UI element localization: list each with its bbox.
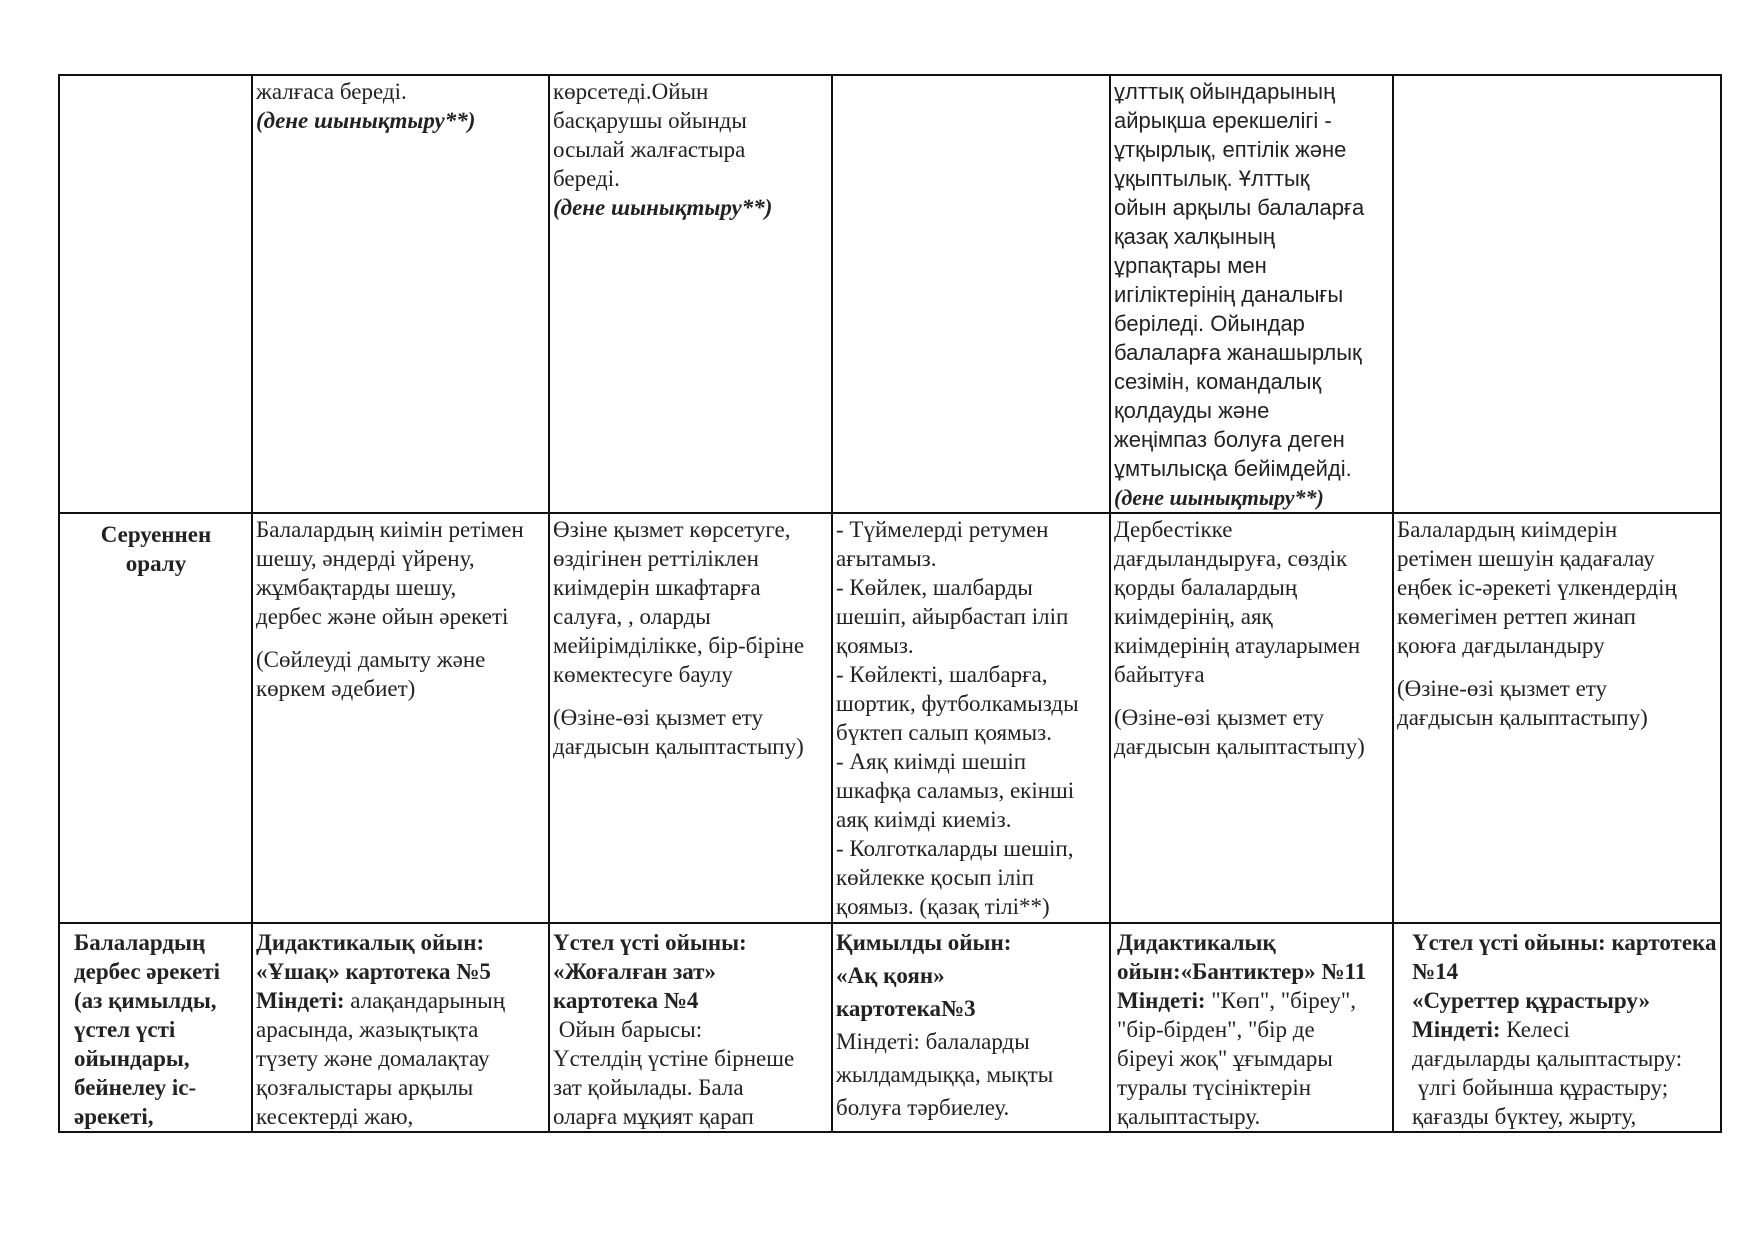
- subject-note: дағдысын қалыптастыпу): [553, 734, 804, 759]
- cell-line: шешіп, айырбастап іліп: [836, 604, 1069, 629]
- cell-line: Балалардың киімдерін: [1397, 517, 1618, 542]
- task-label: Міндеті:: [256, 988, 345, 1013]
- cell-line: шкафқа саламыз, екінші: [836, 778, 1075, 803]
- subject-note: (дене шынықтыру**): [1114, 485, 1324, 510]
- game-title: Қимылды ойын:: [836, 930, 1012, 955]
- cell-line: ұлттық ойындарының: [1114, 79, 1336, 104]
- cell-line: қағазды бүктеу, жырту,: [1412, 1104, 1637, 1129]
- cell-line: Балалардың киімін ретімен: [256, 517, 524, 542]
- cell-line: жалғаса береді.: [256, 79, 407, 104]
- subject-note: (Өзіне-өзі қызмет ету: [1397, 676, 1608, 701]
- cell-line: қолдауды және: [1114, 398, 1270, 423]
- game-title: «Суреттер құрастыру»: [1412, 988, 1650, 1013]
- cell-continued-col5: [1110, 75, 1393, 513]
- cell-line: дағдыларды қалыптастыру:: [1412, 1046, 1683, 1071]
- cell-line: береді.: [553, 166, 620, 191]
- cell-line: - Аяқ киімді шешіп: [836, 749, 1027, 774]
- cell-line: көйлекке қосып іліп: [836, 865, 1034, 890]
- game-title: Үстел үсті ойыны:: [553, 930, 747, 955]
- game-title: картотека №4: [553, 988, 699, 1013]
- row-header-line: дербес әрекеті: [74, 959, 221, 984]
- subject-note: (дене шынықтыру**): [553, 195, 773, 220]
- cell-line: сезімін, командалық: [1114, 369, 1322, 394]
- task-line: [1117, 986, 1390, 1015]
- cell-line: басқарушы ойынды: [553, 108, 747, 133]
- cell-line: ұқыптылық. Ұлттық: [1114, 166, 1310, 191]
- cell-line: көрсетеді.Ойын: [553, 79, 709, 104]
- cell-line: Міндеті: балаларды: [836, 1029, 1030, 1054]
- row-header-return: [59, 513, 252, 923]
- cell-line: үлгі бойынша құрастыру;: [1412, 1075, 1669, 1100]
- cell-line: шортик, футболкамызды: [836, 691, 1079, 716]
- cell-line: ұмтылысқа бейімдейді.: [1114, 456, 1352, 481]
- cell-line: Өзіне қызмет көрсетуге,: [553, 517, 791, 542]
- cell-line: қозғалыстары арқылы: [256, 1075, 474, 1100]
- game-title: «Жоғалған зат»: [553, 959, 716, 984]
- cell-independent-col6: [1393, 923, 1721, 1132]
- cell-return-col4: [832, 513, 1110, 923]
- cell-continued-col6: [1393, 75, 1721, 513]
- cell-return-col6: [1393, 513, 1721, 923]
- cell-line: қоюға дағдыландыру: [1397, 633, 1605, 658]
- row-header-line: оралу: [125, 551, 187, 576]
- row-header-independent: [59, 923, 252, 1132]
- cell-independent-col3: [549, 923, 832, 1132]
- row-header-line: бейнелеу іс-: [74, 1075, 197, 1100]
- table-row-return: [59, 513, 1721, 923]
- cell-line: қоямыз. (қазақ тілі**): [836, 894, 1050, 919]
- task-line: [1412, 1015, 1718, 1044]
- cell-line: мейірімділікке, бір-біріне: [553, 633, 805, 658]
- cell-line: қоямыз.: [836, 633, 914, 658]
- cell-line: оларға мұқият қарап: [553, 1104, 754, 1129]
- cell-return-col2: [252, 513, 549, 923]
- subject-note: (Өзіне-өзі қызмет ету: [553, 705, 764, 730]
- cell-line: ретімен шешуін қадағалау: [1397, 546, 1655, 571]
- cell-line: қалыптастыру.: [1117, 1104, 1261, 1129]
- table-row-continued: [59, 75, 1721, 513]
- game-title: №14: [1412, 959, 1459, 984]
- cell-line: ұрпақтары мен: [1114, 253, 1267, 278]
- row-header-line: ойындары,: [74, 1046, 190, 1071]
- cell-line: игіліктерінің даналығы: [1114, 282, 1344, 307]
- cell-line: дербес және ойын әрекеті: [256, 604, 509, 629]
- cell-line: киімдерінің, аяқ: [1114, 604, 1273, 629]
- row-header-line: (аз қимылды,: [74, 988, 217, 1013]
- cell-line: "бір-бірден", "бір де: [1117, 1017, 1315, 1042]
- cell-line: біреуі жоқ" ұғымдары: [1117, 1046, 1333, 1071]
- row-header-line: Балалардың: [74, 930, 206, 955]
- cell-line: ұтқырлық, ептілік және: [1114, 137, 1347, 162]
- subject-note: көркем әдебиет): [256, 676, 416, 701]
- game-title: Дидактикалық: [1117, 930, 1276, 955]
- row-header-line: үстел үсті: [74, 1017, 176, 1042]
- cell-line: түзету және домалақтау: [256, 1046, 490, 1071]
- cell-line: қазақ халқының: [1114, 224, 1276, 249]
- cell-line: салуға, , оларды: [553, 604, 711, 629]
- cell-line: ағытамыз.: [836, 546, 937, 571]
- table-row-independent: [59, 923, 1721, 1132]
- cell-line: туралы түсініктерін: [1117, 1075, 1312, 1100]
- cell-line: кесектерді жаю,: [256, 1104, 414, 1129]
- cell-line: - Көйлекті, шалбарға,: [836, 662, 1048, 687]
- game-title: Үстел үсті ойыны: картотека: [1412, 930, 1717, 955]
- cell-independent-col5: [1110, 923, 1393, 1132]
- cell-line: ойын арқылы балаларға: [1114, 195, 1365, 220]
- cell-line: жылдамдыққа, мықты: [836, 1062, 1054, 1087]
- row-header-line: әрекеті,: [74, 1104, 154, 1129]
- cell-return-col3: [549, 513, 832, 923]
- cell-line: көмегімен реттеп жинап: [1397, 604, 1636, 629]
- row-header-cell-empty: [59, 75, 252, 513]
- subject-note: (дене шынықтыру**): [256, 108, 476, 133]
- task-line: [256, 986, 546, 1015]
- subject-note: дағдысын қалыптастыпу): [1397, 705, 1648, 730]
- cell-line: киімдерінің атауларымен: [1114, 633, 1361, 658]
- cell-line: шешу, әндерді үйрену,: [256, 546, 475, 571]
- cell-line: еңбек іс-әрекеті үлкендердің: [1397, 575, 1677, 600]
- game-title: «Ақ қоян»: [836, 963, 945, 988]
- game-title: Дидактикалық ойын:: [256, 930, 485, 955]
- cell-line: осылай жалғастыра: [553, 137, 746, 162]
- cell-line: аяқ киімді киеміз.: [836, 807, 1012, 832]
- cell-line: Үстелдің үстіне бірнеше: [553, 1046, 795, 1071]
- task-text: Келесі: [1500, 1017, 1570, 1042]
- cell-line: бүктеп салып қоямыз.: [836, 720, 1052, 745]
- cell-continued-col4: [832, 75, 1110, 513]
- row-header-line: Серуеннен: [100, 522, 212, 547]
- task-label: Міндеті:: [1117, 988, 1206, 1013]
- cell-continued-col3: [549, 75, 832, 513]
- cell-line: өздігінен реттіліклен: [553, 546, 759, 571]
- cell-line: байытуға: [1114, 662, 1205, 687]
- cell-line: жұмбақтарды шешу,: [256, 575, 457, 600]
- subject-note: дағдысын қалыптастыпу): [1114, 734, 1365, 759]
- task-text: алақандарының: [344, 988, 506, 1013]
- game-title: ойын:«Бантиктер» №11: [1117, 959, 1367, 984]
- task-label: Міндеті:: [1412, 1017, 1501, 1042]
- cell-line: зат қойылады. Бала: [553, 1075, 744, 1100]
- cell-continued-col2: [252, 75, 549, 513]
- cell-independent-col4: [832, 923, 1110, 1132]
- schedule-table: [58, 74, 1722, 1133]
- game-title: «Ұшақ» картотека №5: [256, 959, 491, 984]
- cell-line: көмектесуге баулу: [553, 662, 733, 687]
- cell-line: - Түймелерді ретумен: [836, 517, 1049, 542]
- task-text: "Көп", "біреу",: [1205, 988, 1356, 1013]
- cell-line: Ойын барысы:: [553, 1017, 703, 1042]
- cell-line: Дербестікке: [1114, 517, 1233, 542]
- cell-line: киімдерін шкафтарға: [553, 575, 761, 600]
- cell-line: қорды балалардың: [1114, 575, 1298, 600]
- cell-line: арасында, жазықтықта: [256, 1017, 479, 1042]
- cell-line: дағдыландыруға, сөздік: [1114, 546, 1348, 571]
- subject-note: (Өзіне-өзі қызмет ету: [1114, 705, 1325, 730]
- cell-line: - Колготкаларды шешіп,: [836, 836, 1074, 861]
- cell-line: беріледі. Ойындар: [1114, 311, 1305, 336]
- cell-line: айрықша ерекшелігі -: [1114, 108, 1332, 133]
- cell-return-col5: [1110, 513, 1393, 923]
- cell-line: болуға тәрбиелеу.: [836, 1095, 1010, 1120]
- game-title: картотека№3: [836, 996, 976, 1021]
- cell-line: балаларға жанашырлық: [1114, 340, 1362, 365]
- subject-note: (Сөйлеуді дамыту және: [256, 647, 486, 672]
- cell-line: жеңімпаз болуға деген: [1114, 427, 1345, 452]
- cell-independent-col2: [252, 923, 549, 1132]
- cell-line: - Көйлек, шалбарды: [836, 575, 1033, 600]
